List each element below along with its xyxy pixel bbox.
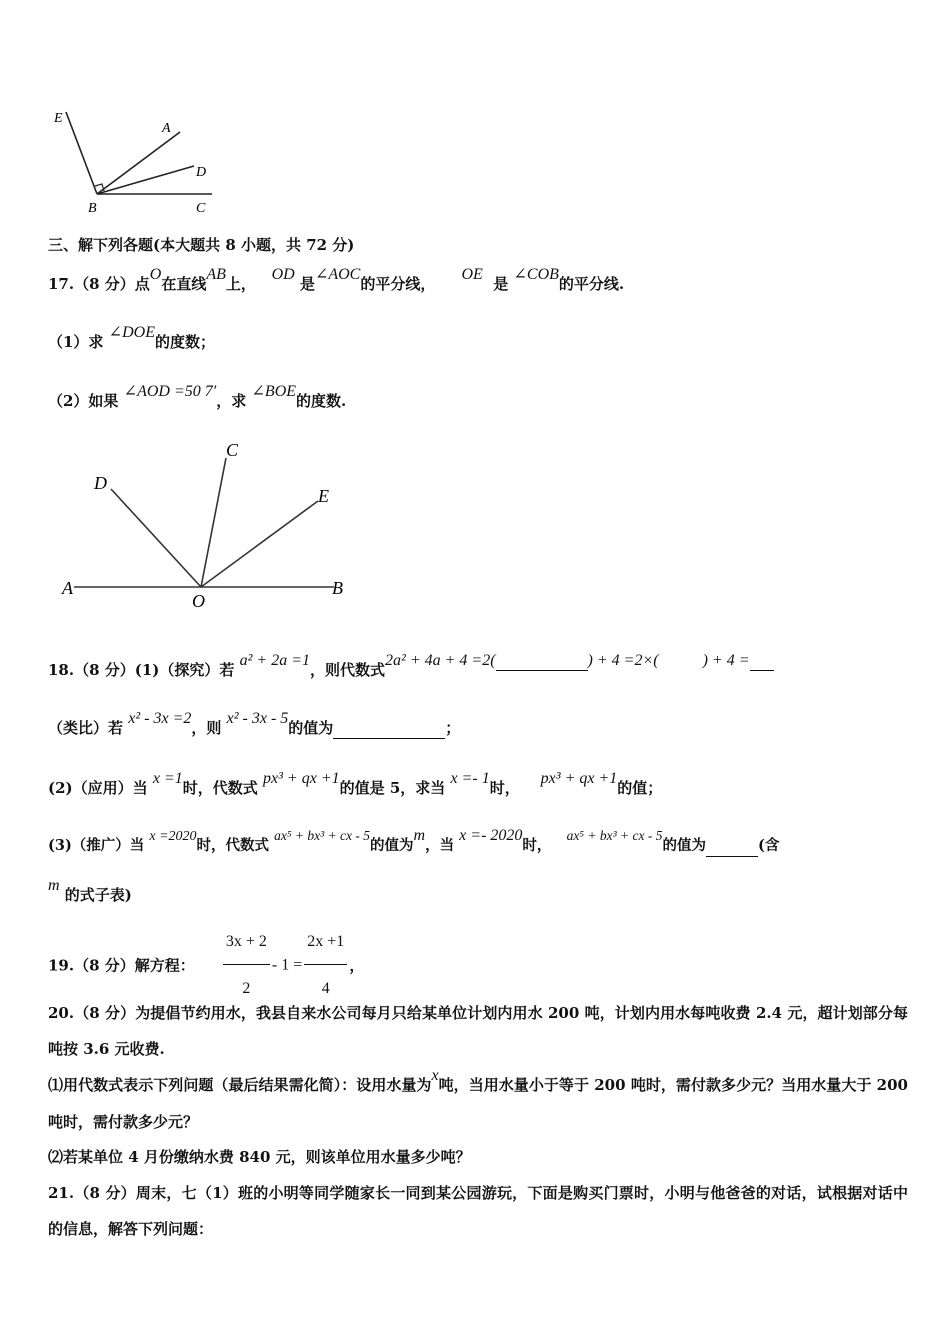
fig2-label-o: O bbox=[192, 591, 205, 611]
q18-expr-a: 2a² + 4a + 4 =2( bbox=[385, 652, 496, 669]
q18-line4 bbox=[48, 827, 780, 857]
q18-l2-tail: 的值为 bbox=[288, 719, 334, 737]
q17-ray-oe: OE bbox=[461, 266, 483, 283]
q20-p1-a: ⑴用代数式表示下列问题（最后结果需化简）：设用水量为 bbox=[48, 1076, 432, 1094]
q18-l4-mid2: 的值为 bbox=[370, 837, 414, 854]
q17-text: 是 bbox=[299, 275, 315, 293]
q21-stem: 21.（8 分）周末，七（1）班的小明等同学随家长一同到某公园游玩，下面是购买门票时，小明与他爸爸的对话，试根据对话中的信息，解答下列问题： bbox=[48, 1184, 908, 1238]
q18-l2-mid: ，则 bbox=[191, 719, 222, 737]
q18-l4-blank[interactable] bbox=[706, 856, 758, 857]
q18-line2 bbox=[48, 710, 461, 739]
q17-number: 17.（8 分）点 bbox=[48, 275, 150, 293]
q18-l4-tail2: (含 bbox=[758, 837, 780, 854]
q19-num1: 3x + 2 bbox=[223, 922, 270, 965]
q18-l3-mid2: 的值是 5，求当 bbox=[339, 779, 446, 797]
q18-l2-end: ； bbox=[445, 719, 461, 737]
q17-text: 上， bbox=[225, 275, 256, 293]
q17-p1-tail: 的度数； bbox=[154, 333, 215, 351]
q19-op: - 1 = bbox=[271, 956, 303, 974]
figure-angle-o bbox=[56, 434, 366, 614]
q18-l3-cond2: x =- 1 bbox=[450, 770, 490, 787]
q20-p1-b: 吨，当用水量小于等于 200 吨时，需付款多少元？当用水量大于 200 吨时，需付款多少元？ bbox=[48, 1076, 908, 1131]
q18-l3-cond: x =1 bbox=[152, 770, 183, 787]
q17-p2-tail: 的度数. bbox=[296, 392, 347, 410]
q18-l3-expr: px³ + qx +1 bbox=[263, 770, 340, 787]
q18-l4-expr2: ax⁵ + bx³ + cx - 5 bbox=[566, 828, 663, 843]
q19-den2: 4 bbox=[321, 980, 330, 997]
q18-l2-blank[interactable] bbox=[333, 738, 445, 739]
q18-line1 bbox=[48, 652, 774, 681]
section-title: 三、解下列各题(本大题共 8 小题，共 72 分) bbox=[48, 236, 355, 254]
q18-expr-c: ) + 4 = bbox=[702, 652, 750, 669]
q18-line3 bbox=[48, 770, 663, 799]
fig2-label-d: D bbox=[94, 473, 107, 493]
fig1-label-a: A bbox=[162, 121, 171, 136]
q18-lead: 18.（8 分）(1)（探究）若 bbox=[48, 661, 235, 679]
q17-text: 的平分线， bbox=[360, 275, 436, 293]
q18-l4-mid3: ，当 bbox=[425, 837, 455, 854]
q18-l3-mid: 时，代数式 bbox=[182, 779, 258, 797]
q17-p2-lead: （2）如果 bbox=[48, 392, 119, 410]
fig2-label-a: A bbox=[62, 578, 73, 598]
q18-l4-mid4: 时， bbox=[522, 837, 552, 854]
q20-p1-x: x bbox=[431, 1067, 439, 1084]
q20-part1 bbox=[48, 1067, 908, 1140]
q19-tail: ， bbox=[349, 956, 365, 975]
q18-l3-tail: 的值； bbox=[617, 779, 663, 797]
q18-l3-mid3: 时， bbox=[489, 779, 520, 797]
q18-l4-expr: ax⁵ + bx³ + cx - 5 bbox=[274, 828, 371, 843]
q20-part2: ⑵若某单位 4 月份缴纳水费 840 元，则该单位用水量多少吨？ bbox=[48, 1148, 471, 1166]
q17-line-ab: AB bbox=[206, 266, 226, 283]
q18-blank-3[interactable] bbox=[750, 670, 774, 671]
q18-expr-b: ) + 4 =2×( bbox=[587, 652, 659, 669]
q18-l4-m: m bbox=[413, 827, 426, 844]
figure-angle-b bbox=[44, 100, 224, 218]
fig1-label-e: E bbox=[54, 111, 63, 126]
q17-p1-expr: ∠DOE bbox=[108, 324, 155, 341]
q17-part1 bbox=[48, 324, 215, 353]
q17-text: 是 bbox=[493, 275, 509, 293]
q17-p2-expr: ∠AOD =50 7′ bbox=[123, 383, 217, 400]
q18-l4-mid: 时，代数式 bbox=[196, 837, 270, 854]
q18-l2-cond: x² - 3x =2 bbox=[128, 710, 192, 727]
q17-angle-aoc: ∠AOC bbox=[314, 266, 361, 283]
q17-text: 在直线 bbox=[161, 275, 207, 293]
q17-ray-od: OD bbox=[271, 266, 295, 283]
fig2-label-b: B bbox=[332, 578, 343, 598]
q18-l5-tail: 的式子表) bbox=[64, 886, 132, 904]
q17-angle-cob: ∠COB bbox=[513, 266, 559, 283]
fig2-label-e: E bbox=[318, 486, 329, 506]
q19-num2: 2x +1 bbox=[304, 922, 347, 965]
fig1-label-c: C bbox=[196, 201, 206, 216]
q18-l4-tail: 的值为 bbox=[662, 837, 706, 854]
q18-l2-expr: x² - 3x - 5 bbox=[226, 710, 289, 727]
q18-l5-m: m bbox=[48, 877, 60, 894]
q18-l4-cond2: x =- 2020 bbox=[459, 827, 523, 844]
q19-den1: 2 bbox=[242, 980, 251, 997]
q18-l4-lead: (3)（推广）当 bbox=[48, 837, 145, 854]
fig1-label-b: B bbox=[88, 201, 97, 216]
q17-p1-lead: （1）求 bbox=[48, 333, 104, 351]
q18-l4-cond: x =2020 bbox=[149, 829, 197, 844]
q18-mid: ，则代数式 bbox=[310, 661, 386, 679]
q17-p2-mid: ，求 bbox=[216, 392, 247, 410]
q18-l3-lead: (2)（应用）当 bbox=[48, 779, 148, 797]
q17-p2-expr2: ∠BOE bbox=[251, 383, 297, 400]
q19-lead: 19.（8 分）解方程： bbox=[48, 956, 195, 975]
q18-l2-lead: （类比）若 bbox=[48, 719, 124, 737]
q18-cond: a² + 2a =1 bbox=[239, 652, 311, 669]
fig2-label-c: C bbox=[226, 440, 239, 460]
q18-l3-expr2: px³ + qx +1 bbox=[540, 770, 618, 787]
q18-line5 bbox=[48, 877, 132, 906]
q17-stem bbox=[48, 266, 625, 295]
q17-point-o: O bbox=[149, 266, 162, 283]
q17-text: 的平分线. bbox=[558, 275, 625, 293]
fig1-label-d: D bbox=[196, 165, 207, 180]
q20-stem: 20.（8 分）为提倡节约用水，我县自来水公司每月只给某单位计划内用水 200 吨，计划内用水每吨收费 2.4 元，超计划部分每吨按 3.6 元收费. bbox=[48, 1004, 908, 1058]
q17-part2 bbox=[48, 383, 347, 412]
q18-blank-1[interactable] bbox=[496, 670, 588, 671]
